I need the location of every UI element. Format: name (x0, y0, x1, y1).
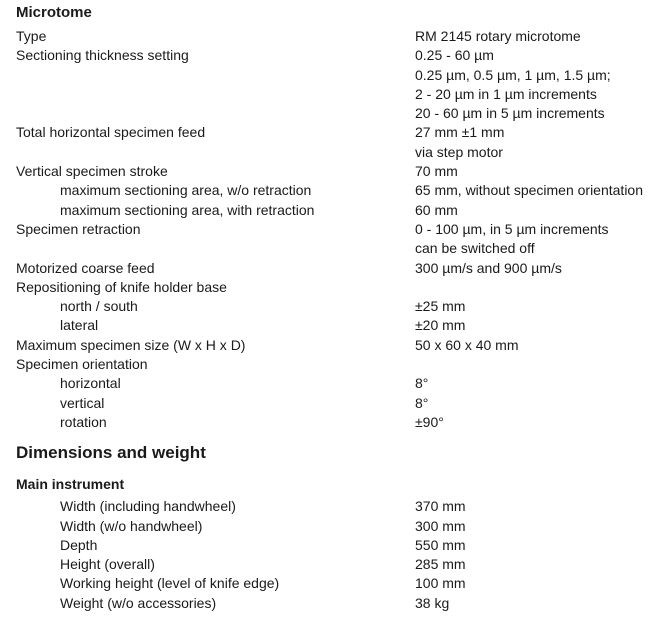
spec-row (16, 497, 672, 516)
spec-value: RM 2145 rotary microtome (415, 28, 581, 44)
spec-label: maximum sectioning area, with retraction (60, 201, 315, 218)
spec-value: 0.25 - 60 µm (415, 47, 494, 64)
spec-row (16, 278, 672, 297)
spec-value: 70 mm (415, 163, 458, 180)
spec-value: 300 µm/s and 900 µm/s (415, 259, 562, 276)
spec-label (16, 85, 415, 104)
spec-row (16, 46, 672, 65)
section-heading-microtome: Microtome (16, 4, 92, 21)
spec-label: vertical (60, 394, 105, 411)
spec-value: 8° (415, 394, 429, 411)
spec-label: lateral (60, 317, 99, 334)
spec-row (16, 66, 672, 85)
spec-label: north / south (60, 298, 138, 315)
spec-label: Width (including handwheel) (60, 498, 236, 515)
spec-label: Vertical specimen stroke (16, 163, 168, 180)
spec-value: can be switched off (415, 240, 535, 257)
spec-row (16, 27, 672, 46)
spec-label: Motorized coarse feed (16, 259, 155, 276)
spec-row (16, 555, 672, 574)
spec-label (16, 143, 415, 162)
spec-label: Weight (w/o accessories) (60, 594, 217, 611)
spec-value: 60 mm (415, 201, 458, 218)
dimensions-spec-list (16, 497, 672, 613)
spec-row (16, 143, 672, 162)
spec-value: 20 - 60 µm in 5 µm increments (415, 105, 605, 122)
spec-value: ±25 mm (415, 298, 466, 315)
spec-row (16, 181, 672, 200)
spec-label (16, 66, 415, 85)
spec-row (16, 374, 672, 393)
spec-label: Sectioning thickness setting (16, 47, 189, 64)
spec-value: 100 mm (415, 575, 466, 592)
spec-value: 285 mm (415, 556, 466, 573)
spec-label: Specimen retraction (16, 220, 141, 237)
spec-row (16, 239, 672, 258)
spec-label: Specimen orientation (16, 356, 148, 373)
section-heading-dimensions: Dimensions and weight (16, 443, 206, 463)
spec-row (16, 104, 672, 123)
spec-row (16, 85, 672, 104)
spec-row (16, 517, 672, 536)
spec-value: 27 mm ±1 mm (415, 124, 505, 141)
spec-label: Width (w/o handwheel) (60, 517, 203, 534)
spec-row (16, 574, 672, 593)
spec-row (16, 413, 672, 432)
spec-value: 38 kg (415, 594, 450, 611)
spec-value: 300 mm (415, 517, 466, 534)
spec-row (16, 162, 672, 181)
spec-value: 550 mm (415, 536, 466, 553)
spec-label: maximum sectioning area, w/o retraction (60, 182, 312, 199)
spec-value: ±90° (415, 413, 444, 430)
spec-label: Type (16, 28, 47, 44)
microtome-spec-list (16, 27, 672, 432)
spec-label: rotation (60, 413, 107, 430)
spec-value: 8° (415, 375, 429, 392)
spec-label: Maximum specimen size (W x H x D) (16, 336, 246, 353)
spec-row (16, 536, 672, 555)
spec-row (16, 123, 672, 142)
spec-label (16, 104, 415, 123)
spec-row (16, 259, 672, 278)
spec-label: Height (overall) (60, 556, 155, 573)
spec-value: 65 mm, without specimen orientation (415, 182, 643, 199)
spec-label: Total horizontal specimen feed (16, 124, 206, 141)
spec-label (16, 239, 415, 258)
spec-label: Depth (60, 536, 98, 553)
spec-row (16, 220, 672, 239)
spec-value: 0.25 µm, 0.5 µm, 1 µm, 1.5 µm; (415, 66, 611, 83)
spec-row (16, 336, 672, 355)
spec-label: Working height (level of knife edge) (60, 575, 280, 592)
spec-row (16, 316, 672, 335)
spec-value: via step motor (415, 143, 503, 160)
spec-row (16, 355, 672, 374)
spec-value: 2 - 20 µm in 1 µm increments (415, 85, 597, 102)
spec-value: ±20 mm (415, 317, 466, 334)
subheading-main-instrument: Main instrument (16, 476, 125, 493)
spec-label: horizontal (60, 375, 121, 392)
spec-row (16, 297, 672, 316)
spec-value: 370 mm (415, 498, 466, 515)
spec-row (16, 201, 672, 220)
spec-value: 50 x 60 x 40 mm (415, 336, 519, 353)
spec-row (16, 394, 672, 413)
spec-value: 0 - 100 µm, in 5 µm increments (415, 220, 609, 237)
spec-row (16, 594, 672, 613)
spec-label: Repositioning of knife holder base (16, 278, 227, 295)
